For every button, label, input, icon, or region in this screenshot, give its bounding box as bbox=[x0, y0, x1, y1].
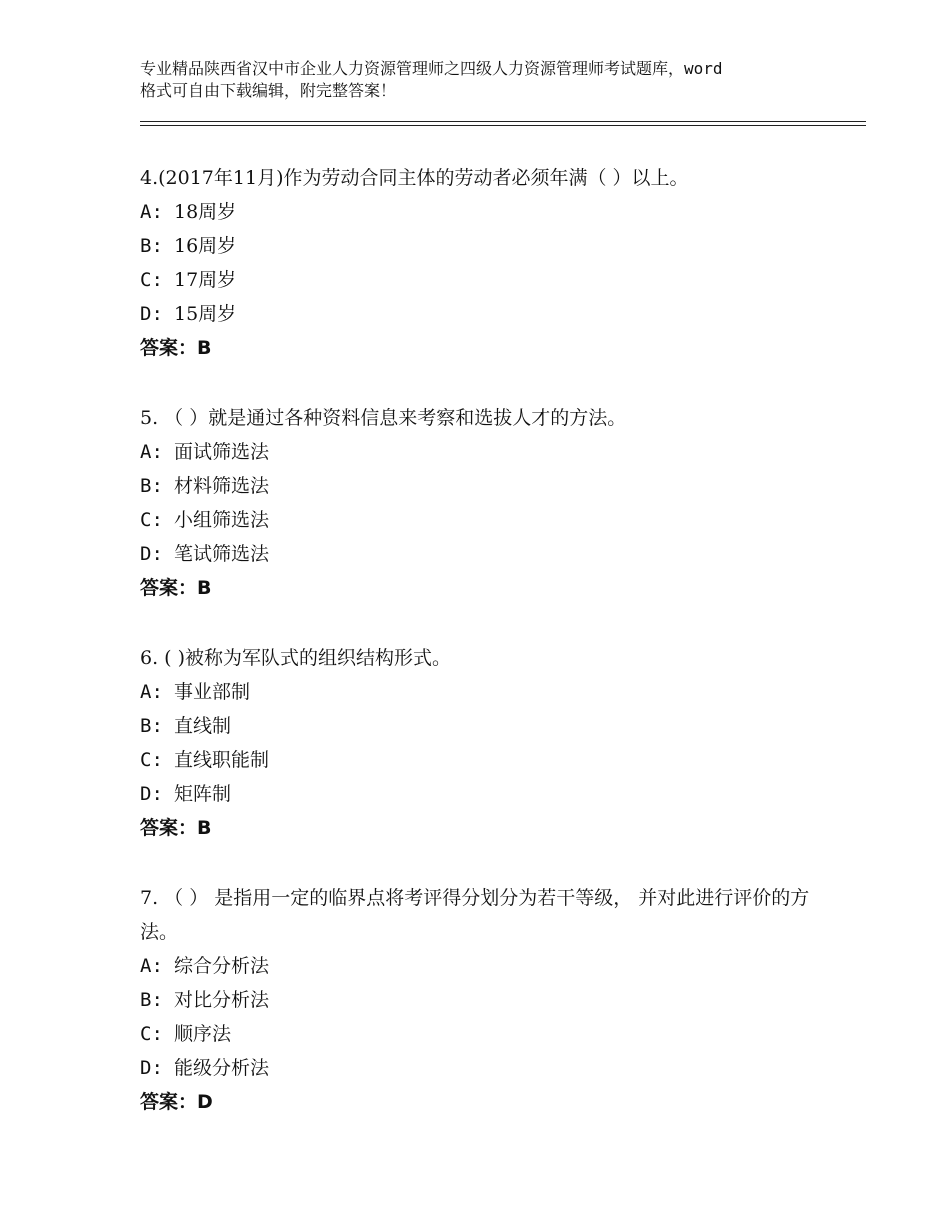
option-text: 综合分析法 bbox=[174, 955, 270, 977]
answer-label: 答案：B bbox=[140, 337, 212, 359]
question-stem: 6. ( )被称为军队式的组织结构形式。 bbox=[140, 647, 452, 669]
option-text: 18周岁 bbox=[174, 201, 237, 223]
option-a bbox=[140, 675, 840, 709]
option-c bbox=[140, 743, 840, 777]
option-letter: C: bbox=[140, 1023, 163, 1045]
question-5 bbox=[140, 401, 840, 605]
option-text: 事业部制 bbox=[174, 681, 251, 703]
answer-label: 答案：B bbox=[140, 817, 212, 839]
option-letter: B: bbox=[140, 715, 163, 737]
option-b bbox=[140, 983, 840, 1017]
option-letter: C: bbox=[140, 509, 163, 531]
option-b bbox=[140, 709, 840, 743]
option-text: 能级分析法 bbox=[174, 1057, 270, 1079]
option-d bbox=[140, 537, 840, 571]
answer-label: 答案：B bbox=[140, 577, 212, 599]
header-line-2: 格式可自由下载编辑，附完整答案！ bbox=[140, 81, 397, 100]
option-b bbox=[140, 229, 840, 263]
option-c bbox=[140, 1017, 840, 1051]
option-text: 直线职能制 bbox=[174, 749, 270, 771]
option-letter: A: bbox=[140, 201, 163, 223]
option-letter: B: bbox=[140, 475, 163, 497]
option-letter: A: bbox=[140, 955, 163, 977]
option-text: 材料筛选法 bbox=[174, 475, 270, 497]
question-7 bbox=[140, 881, 840, 1119]
option-letter: A: bbox=[140, 441, 163, 463]
question-6 bbox=[140, 641, 840, 845]
option-text: 直线制 bbox=[174, 715, 232, 737]
header-line-1: 专业精品陕西省汉中市企业人力资源管理师之四级人力资源管理师考试题库，word bbox=[140, 59, 723, 78]
option-letter: D: bbox=[140, 543, 163, 565]
question-stem: 5. （ ）就是通过各种资料信息来考察和选拔人才的方法。 bbox=[140, 407, 627, 429]
option-letter: A: bbox=[140, 681, 163, 703]
option-letter: D: bbox=[140, 783, 163, 805]
option-letter: D: bbox=[140, 303, 163, 325]
option-letter: C: bbox=[140, 269, 163, 291]
option-d bbox=[140, 1051, 840, 1085]
option-text: 16周岁 bbox=[174, 235, 237, 257]
option-text: 面试筛选法 bbox=[174, 441, 270, 463]
option-letter: B: bbox=[140, 235, 163, 257]
option-a bbox=[140, 435, 840, 469]
option-letter: D: bbox=[140, 1057, 163, 1079]
question-stem: 7. （ ） 是指用一定的临界点将考评得分划分为若干等级， 并对此进行评价的方法。 bbox=[140, 887, 810, 943]
header-divider bbox=[140, 121, 866, 126]
option-text: 15周岁 bbox=[174, 303, 237, 325]
option-letter: C: bbox=[140, 749, 163, 771]
option-letter: B: bbox=[140, 989, 163, 1011]
option-d bbox=[140, 297, 840, 331]
option-text: 17周岁 bbox=[174, 269, 237, 291]
option-b bbox=[140, 469, 840, 503]
option-a bbox=[140, 949, 840, 983]
answer-label: 答案：D bbox=[140, 1091, 213, 1113]
document-header bbox=[140, 58, 840, 102]
question-stem: 4.(2017年11月)作为劳动合同主体的劳动者必须年满（ ）以上。 bbox=[140, 167, 689, 189]
option-text: 矩阵制 bbox=[174, 783, 232, 805]
question-list bbox=[140, 161, 840, 1155]
question-4 bbox=[140, 161, 840, 365]
option-d bbox=[140, 777, 840, 811]
option-text: 笔试筛选法 bbox=[174, 543, 270, 565]
option-text: 顺序法 bbox=[174, 1023, 232, 1045]
option-text: 小组筛选法 bbox=[174, 509, 270, 531]
option-text: 对比分析法 bbox=[174, 989, 270, 1011]
option-a bbox=[140, 195, 840, 229]
option-c bbox=[140, 503, 840, 537]
option-c bbox=[140, 263, 840, 297]
